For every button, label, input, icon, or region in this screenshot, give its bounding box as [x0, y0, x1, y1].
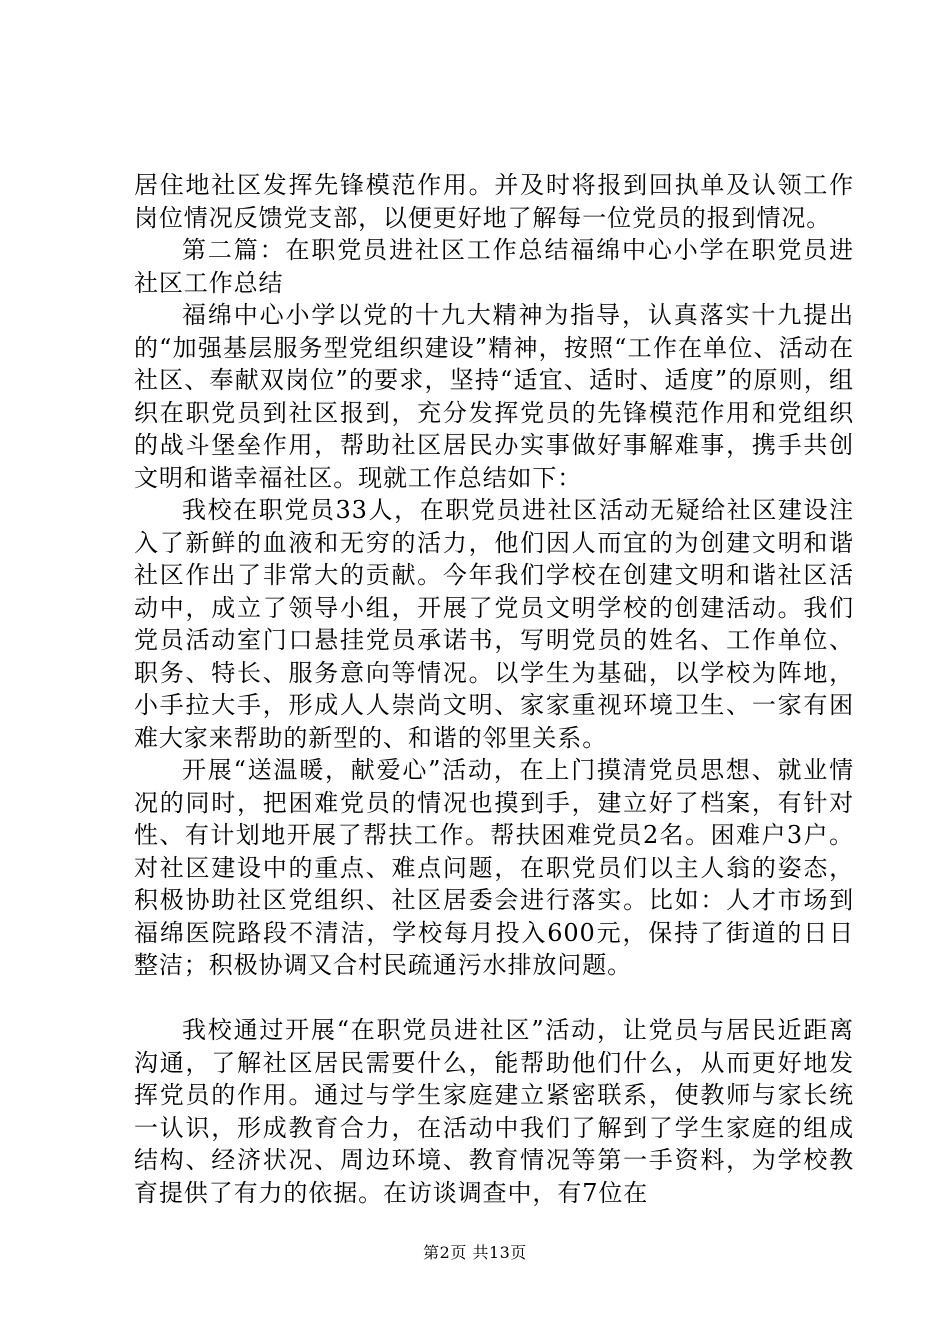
section-heading: 第二篇：在职党员进社区工作总结福绵中心小学在职党员进社区工作总结 [134, 236, 854, 297]
paragraph-warmth-activity: 开展“送温暖，献爱心”活动，在上门摸清党员思想、就业情况的同时，把困难党员的情况也摸到手，建立好了档案，有针对性、有计划地开展了帮扶工作。帮扶困难党员2名。困难户3户。对社区建设中的重点、难点问题，在职党员们以主人翁的姿态，积极协助社区党组织、社区居委会进行落实。比如：人才市场到福绵医院路段不清洁，学校每月投入600元，保持了街道的日日整洁；积极协调又合村民疏通污水排放问题。 [134, 756, 854, 979]
paragraph-members: 我校在职党员33人，在职党员进社区活动无疑给社区建设注入了新鲜的血液和无穷的活力，他们因人而宜的为创建文明和谐社区作出了非常大的贡献。今年我们学校在创建文明和谐社区活动中，成立了领导小组，开展了党员文明学校的创建活动。我们党员活动室门口悬挂党员承诺书，写明党员的姓名、工作单位、职务、特长、服务意向等情况。以学生为基础，以学校为阵地，小手拉大手，形成人人崇尚文明、家家重视环境卫生、一家有困难大家来帮助的新型的、和谐的邻里关系。 [134, 496, 854, 752]
paragraph-continuation: 居住地社区发挥先锋模范作用。并及时将报到回执单及认领工作岗位情况反馈党支部，以便更好地了解每一位党员的报到情况。 [134, 171, 854, 232]
document-body [134, 169, 854, 1209]
paragraph-outcomes: 我校通过开展“在职党员进社区”活动，让党员与居民近距离沟通，了解社区居民需要什么，能帮助他们什么，从而更好地发挥党员的作用。通过与学生家庭建立紧密联系，使教师与家长统一认识，形成教育合力，在活动中我们了解到了学生家庭的组成结构、经济状况、周边环境、教育情况等第一手资料，为学校教育提供了有力的依据。在访谈调查中，有7位在 [134, 1016, 854, 1207]
paragraph-intro: 福绵中心小学以党的十九大精神为指导，认真落实十九提出的“加强基层服务型党组织建设”精神，按照“工作在单位、活动在社区、奉献双岗位”的要求，坚持“适宜、适时、适度”的原则，组织在职党员到社区报到，充分发挥党员的先锋模范作用和党组织的战斗堡垒作用，帮助社区居民办实事做好事解难事，携手共创文明和谐幸福社区。现就工作总结如下： [134, 301, 854, 492]
page-number-footer: 第2页 共13页 [423, 1243, 527, 1262]
